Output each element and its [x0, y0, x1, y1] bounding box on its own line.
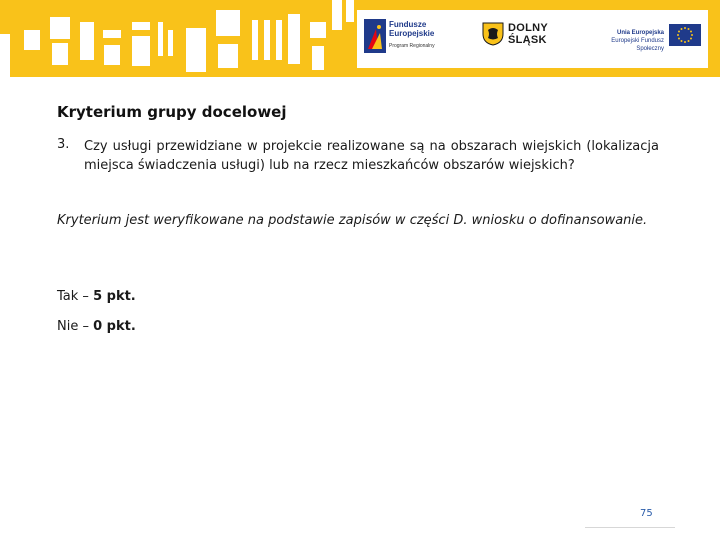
- option-label: Nie –: [57, 319, 89, 334]
- option-yes: [57, 289, 136, 304]
- banner-decoration: [346, 0, 354, 22]
- eu-logo-text: Unia Europejska Europejski Fundusz Społeczny: [611, 30, 664, 52]
- fundusze-logo-text: Fundusze Europejskie: [389, 20, 435, 38]
- banner-decoration: [52, 43, 68, 65]
- question-text: Czy usługi przewidziane w projekcie realizowane są na obszarach wiejskich (lokalizacja miejsca świadczenia usługi) lub na rzecz mieszkańców obszarów wiejskich?: [84, 139, 659, 173]
- option-points: 5 pkt.: [93, 289, 136, 304]
- option-no: [57, 319, 136, 334]
- banner-decoration: [312, 46, 324, 70]
- banner-decoration: [80, 22, 94, 60]
- banner-decoration: [332, 0, 342, 30]
- banner-decoration: [132, 22, 150, 30]
- header-banner: [0, 0, 720, 77]
- banner-decoration: [276, 20, 282, 60]
- logo-strip: [357, 10, 708, 68]
- banner-decoration: [132, 36, 150, 66]
- dolny-slask-logo-text: DOLNY ŚLĄSK: [508, 22, 548, 46]
- option-label: Tak –: [57, 289, 89, 304]
- banner-decoration: [50, 17, 70, 39]
- banner-decoration: [310, 22, 326, 38]
- banner-decoration: [103, 30, 121, 38]
- banner-decoration: [104, 45, 120, 65]
- question-number: 3.: [57, 137, 70, 152]
- banner-decoration: [252, 20, 258, 60]
- banner-decoration: [158, 22, 163, 56]
- option-points: 0 pkt.: [93, 319, 136, 334]
- page-number: 75: [640, 508, 653, 519]
- banner-decoration: [24, 30, 40, 50]
- banner-decoration: [218, 44, 238, 68]
- verification-note: Kryterium jest weryfikowane na podstawie zapisów w części D. wniosku o dofinansowanie.: [57, 213, 648, 228]
- fundusze-europejskie-logo: [364, 19, 386, 53]
- footer-divider: [585, 527, 675, 528]
- banner-decoration: [288, 14, 300, 64]
- banner-decoration: [0, 34, 10, 77]
- slide-title: Kryterium grupy docelowej: [57, 103, 287, 121]
- dolny-slask-crest-icon: [482, 22, 504, 46]
- eu-flag-icon: [669, 24, 701, 46]
- banner-decoration: [264, 20, 270, 60]
- fundusze-logo-subtitle: Program Regionalny: [389, 43, 435, 49]
- banner-decoration: [186, 28, 206, 72]
- banner-decoration: [216, 10, 240, 36]
- banner-decoration: [168, 30, 173, 56]
